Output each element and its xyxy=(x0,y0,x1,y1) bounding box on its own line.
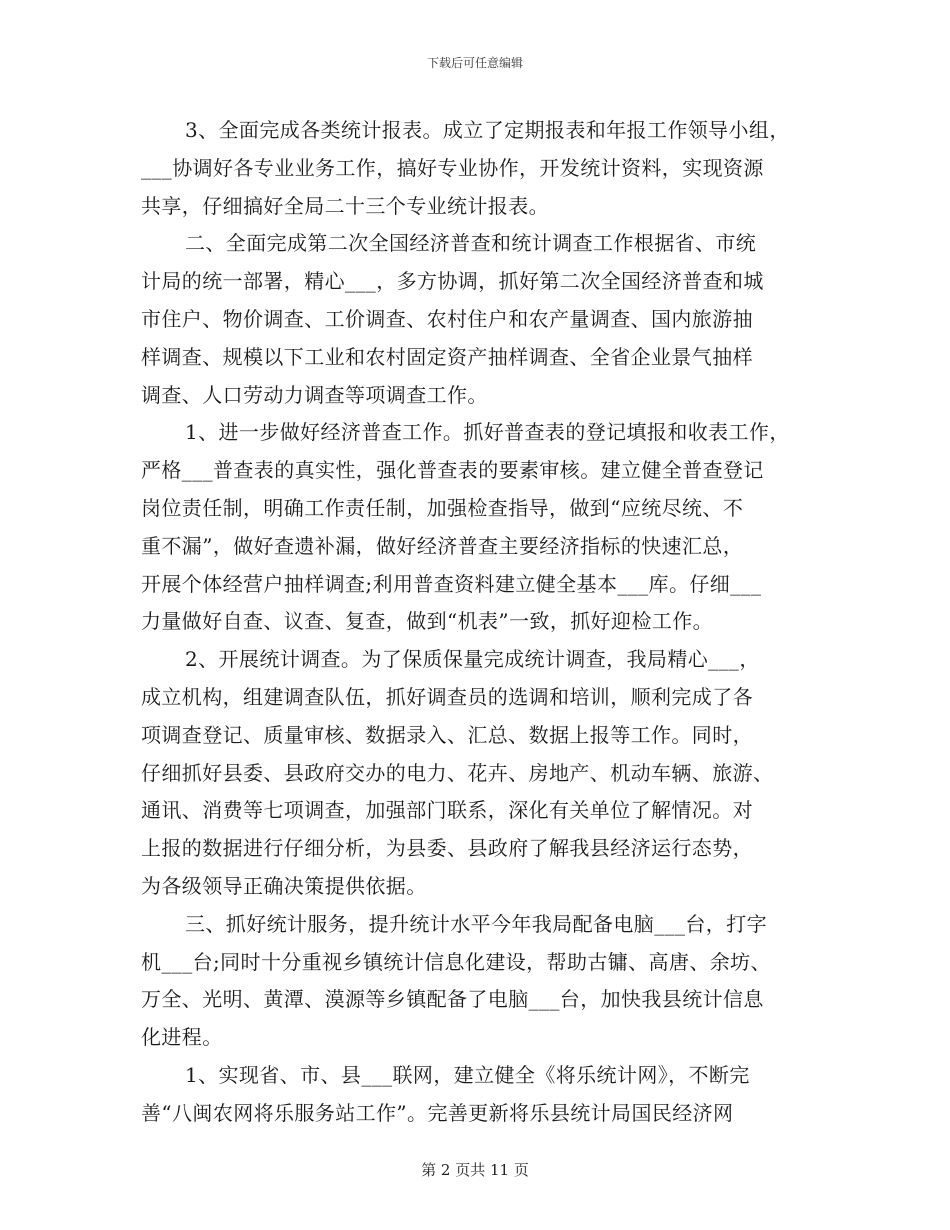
text-line: 1、实现省、市、县___联网，建立健全《将乐统计网》，不断完 xyxy=(185,1062,750,1087)
text-line: 计局的统一部署，精心___，多方协调，抓好第二次全国经济普查和城 xyxy=(141,269,764,294)
text-line: 1、进一步做好经济普查工作。抓好普查表的登记填报和收表工作， xyxy=(185,420,790,445)
text-line: 调查、人口劳动力调查等项调查工作。 xyxy=(141,382,488,407)
paragraph-1 xyxy=(141,112,831,225)
text-line: 3、全面完成各类统计报表。成立了定期报表和年报工作领导小组， xyxy=(185,118,790,142)
paragraph-6 xyxy=(141,1057,831,1133)
paragraph-5 xyxy=(141,906,831,1057)
text-line: 仔细抓好县委、县政府交办的电力、花卉、房地产、机动车辆、旅游、 xyxy=(141,760,774,785)
text-line: 二、全面完成第二次全国经济普查和统计调查工作根据省、市统 xyxy=(185,231,757,256)
text-line: 上报的数据进行仔细分析，为县委、县政府了解我县经济运行态势， xyxy=(141,836,753,861)
text-line: 项调查登记、质量审核、数据录入、汇总、数据上报等工作。同时， xyxy=(141,722,753,747)
text-line: 严格___普查表的真实性，强化普查表的要素审核。建立健全普查登记 xyxy=(141,458,764,483)
paragraph-4 xyxy=(141,641,831,906)
text-line: 样调查、规模以下工业和农村固定资产抽样调查、全省企业景气抽样 xyxy=(141,344,753,369)
text-line: 成立机构，组建调查队伍，抓好调查员的选调和培训，顺利完成了各 xyxy=(141,684,753,709)
text-line: 2、开展统计调查。为了保质保量完成统计调查，我局精心___， xyxy=(185,647,760,672)
text-line: 岗位责任制，明确工作责任制，加强检查指导，做到“应统尽统、不 xyxy=(141,495,744,520)
text-line: 三、抓好统计服务，提升统计水平今年我局配备电脑___台，打字 xyxy=(185,911,767,936)
text-line: 为各级领导正确决策提供依据。 xyxy=(141,873,427,898)
paragraph-3 xyxy=(141,414,831,641)
text-line: 重不漏”，做好查遗补漏，做好经济普查主要经济指标的快速汇总， xyxy=(141,533,744,558)
paragraph-2 xyxy=(141,225,831,414)
page-footer: 第 2 页共 11 页 xyxy=(421,1161,529,1179)
document-body xyxy=(141,112,831,1133)
text-line: 市住户、物价调查、工价调查、农村住户和农产量调查、国内旅游抽 xyxy=(141,306,753,331)
page-header: 下载后可任意编辑 xyxy=(426,56,523,70)
text-line: 开展个体经营户抽样调查;利用普查资料建立健全基本___库。仔细___ xyxy=(141,571,762,596)
text-line: 机___台;同时十分重视乡镇统计信息化建设，帮助古镛、高唐、余坊、 xyxy=(141,949,771,974)
text-line: ___协调好各专业业务工作，搞好专业协作，开发统计资料，实现资源 xyxy=(141,155,764,180)
text-line: 通讯、消费等七项调查，加强部门联系，深化有关单位了解情况。对 xyxy=(141,798,753,823)
text-line: 万全、光明、黄潭、漠源等乡镇配备了电脑___台，加快我县统计信息 xyxy=(141,987,764,1012)
text-line: 化进程。 xyxy=(141,1025,223,1050)
text-line: 力量做好自查、议查、复查，做到“机表”一致，抓好迎检工作。 xyxy=(141,609,714,634)
text-line: 善“八闽农网将乐服务站工作”。完善更新将乐县统计局国民经济网 xyxy=(141,1100,734,1125)
text-line: 共享，仔细搞好全局二十三个专业统计报表。 xyxy=(141,193,549,218)
